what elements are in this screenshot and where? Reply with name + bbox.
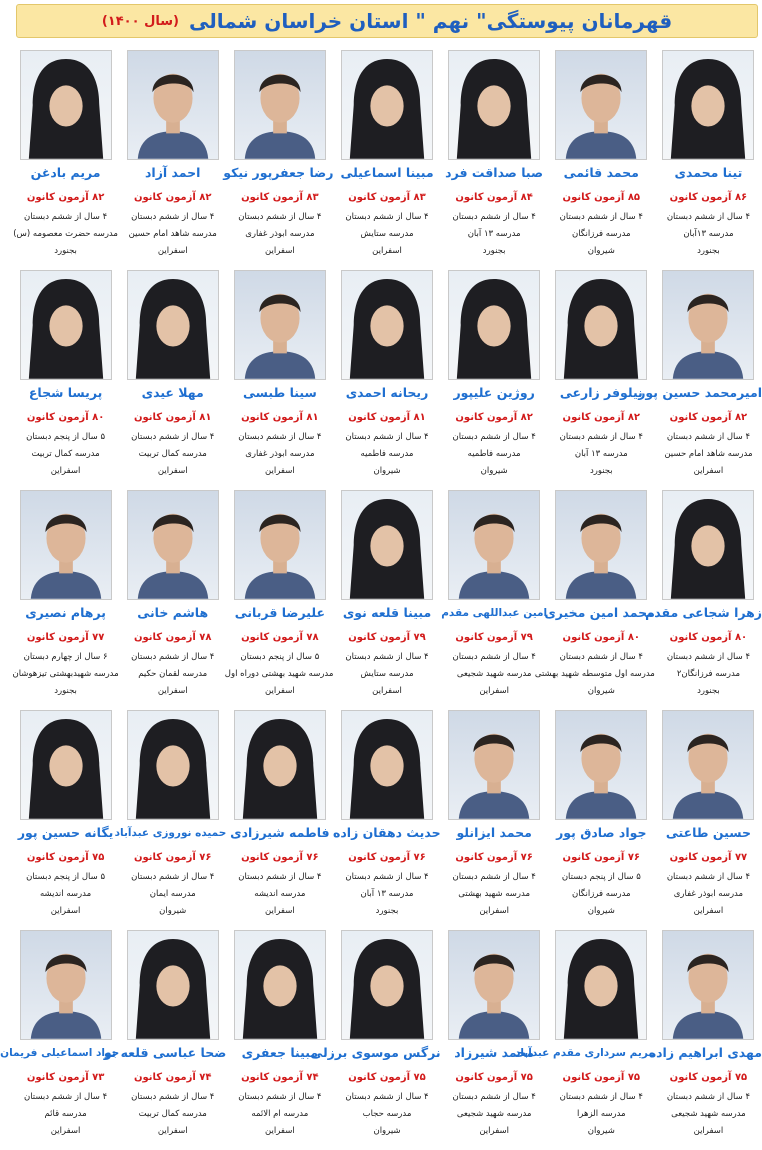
student-school: مدرسه فاطمیه [360, 449, 414, 459]
student-photo [448, 50, 540, 160]
student-city: اسفراین [157, 466, 188, 476]
student-card [12, 486, 119, 706]
student-city: شیروان [587, 686, 615, 696]
student-name: جواد اسماعیلی فریمان [0, 1047, 120, 1059]
student-school: مدرسه کمال تربیت [31, 449, 100, 459]
student-years: ۴ سال از ششم دبستان [666, 652, 751, 662]
portrait-image [449, 711, 539, 819]
student-photo [555, 710, 647, 820]
portrait-image [449, 271, 539, 379]
student-school: مدرسه الزهرا [576, 1109, 626, 1119]
student-name: نرگس موسوی برزلی [310, 1045, 441, 1060]
student-score: ۷۵ آزمون کانون [26, 852, 105, 863]
student-name: سینا طبسی [242, 385, 317, 400]
students-grid [0, 46, 762, 1146]
student-city: اسفراین [479, 1126, 509, 1136]
student-photo [555, 50, 647, 160]
student-years: ۴ سال از ششم دبستان [238, 872, 322, 882]
student-name: مبینا قلعه نوی [342, 605, 432, 620]
student-card [645, 486, 762, 706]
student-city: بجنورد [697, 686, 720, 696]
student-card [333, 706, 440, 926]
portrait-image [128, 51, 218, 159]
student-score: ۸۰ آزمون کانون [669, 632, 748, 643]
student-card [119, 486, 226, 706]
student-city: بجنورد [697, 246, 720, 256]
portrait-image [128, 711, 218, 819]
student-name: تینا محمدی [674, 165, 743, 180]
portrait-image [449, 491, 539, 599]
student-score: ۷۶ آزمون کانون [455, 852, 533, 863]
portrait-image [556, 271, 646, 379]
portrait-image [21, 51, 111, 159]
student-photo [234, 50, 326, 160]
student-school: مدرسه اول متوسطه شهید بهشتی [534, 669, 655, 679]
portrait-image [235, 271, 325, 379]
student-years: ۴ سال از ششم دبستان [559, 432, 643, 442]
student-years: ۴ سال از ششم دبستان [666, 212, 751, 222]
student-name: حدیث دهقان زاده [333, 825, 441, 840]
student-name: محمد قائمی [563, 165, 639, 180]
student-photo [234, 710, 326, 820]
student-school: مدرسه ۱۳آبان [683, 229, 734, 239]
portrait-image [235, 711, 325, 819]
student-city: اسفراین [693, 466, 724, 476]
portrait-image [449, 51, 539, 159]
student-name: یگانه حسین پور [17, 825, 114, 840]
student-score: ۸۲ آزمون کانون [133, 192, 212, 203]
student-name: رضا جعفرپور نیکو [223, 165, 334, 180]
student-years: ۴ سال از ششم دبستان [559, 652, 643, 662]
student-card [226, 926, 333, 1146]
student-city: اسفراین [157, 686, 188, 696]
portrait-image [663, 491, 753, 599]
student-card [310, 926, 441, 1146]
student-city: اسفراین [265, 246, 295, 256]
student-city: اسفراین [265, 466, 295, 476]
student-years: ۵ سال از پنجم دبستان [26, 872, 106, 882]
student-name: هاشم خانی [137, 605, 209, 620]
student-card [441, 486, 548, 706]
student-city: شیروان [587, 246, 615, 256]
student-name: صبا صداقت فرد [445, 165, 544, 180]
student-city: اسفراین [372, 246, 402, 256]
student-school: مدرسه شهید شجیعی [671, 1109, 746, 1119]
student-school: مدرسه ۱۳ آبان [467, 229, 521, 239]
student-school: مدرسه شهید بهشتی دوراه اول [224, 669, 334, 679]
student-score: ۸۱ آزمون کانون [348, 412, 426, 423]
student-photo [341, 710, 433, 820]
student-years: ۴ سال از ششم دبستان [559, 1092, 643, 1102]
student-years: ۴ سال از ششم دبستان [345, 432, 429, 442]
student-school: مدرسه کمال تربیت [138, 449, 207, 459]
student-photo [20, 930, 112, 1040]
student-school: مدرسه لقمان حکیم [138, 669, 208, 679]
student-card [333, 46, 440, 266]
student-card [638, 266, 762, 486]
student-score: ۷۹ آزمون کانون [455, 632, 533, 643]
student-card [648, 926, 762, 1146]
student-city: بجنورد [589, 466, 613, 476]
student-years: ۴ سال از ششم دبستان [238, 212, 322, 222]
student-card [226, 486, 333, 706]
student-years: ۶ سال از چهارم دبستان [23, 652, 108, 662]
portrait-image [556, 711, 646, 819]
portrait-image [663, 271, 753, 379]
student-city: بجنورد [54, 246, 77, 256]
portrait-image [128, 271, 218, 379]
portrait-image [342, 491, 432, 599]
student-score: ۸۴ آزمون کانون [455, 192, 533, 203]
student-card [514, 926, 655, 1146]
student-city: اسفراین [265, 906, 295, 916]
student-years: ۴ سال از ششم دبستان [666, 1092, 751, 1102]
student-years: ۴ سال از ششم دبستان [559, 212, 643, 222]
student-card [226, 266, 333, 486]
student-score: ۸۲ آزمون کانون [455, 412, 533, 423]
student-score: ۷۹ آزمون کانون [348, 632, 426, 643]
student-score: ۸۰ آزمون کانون [26, 412, 105, 423]
student-city: اسفراین [479, 906, 509, 916]
student-school: مدرسه شهید شجیعی [456, 1109, 532, 1119]
student-card [114, 706, 227, 926]
student-photo [127, 930, 219, 1040]
student-score: ۷۵ آزمون کانون [348, 1072, 426, 1083]
student-photo [555, 930, 647, 1040]
student-name: ریحانه احمدی [345, 385, 429, 400]
student-photo [662, 270, 754, 380]
student-photo [448, 490, 540, 600]
student-name: مریم بادغن [30, 165, 101, 180]
student-photo [234, 930, 326, 1040]
student-name: مریم سرداری مقدم عبدآباد [514, 1047, 655, 1059]
student-school: مدرسه حجاب [362, 1109, 412, 1119]
student-city: شیروان [373, 466, 401, 476]
student-years: ۴ سال از ششم دبستان [666, 872, 751, 882]
year-label: (سال ۱۴۰۰) [101, 13, 179, 29]
student-name: مبینا اسماعیلی [340, 165, 434, 180]
student-score: ۷۷ آزمون کانون [26, 632, 105, 643]
portrait-image [663, 711, 753, 819]
student-score: ۷۸ آزمون کانون [241, 632, 319, 643]
student-card [441, 266, 548, 486]
student-years: ۴ سال از ششم دبستان [238, 432, 322, 442]
student-name: زهرا شجاعی مقدم [645, 605, 762, 620]
student-score: ۸۱ آزمون کانون [133, 412, 212, 423]
student-name: محمد امین مخیری [544, 605, 655, 620]
student-years: ۴ سال از ششم دبستان [131, 432, 215, 442]
student-name: محمد شیرزاد [454, 1045, 535, 1060]
portrait-image [556, 51, 646, 159]
student-school: مدرسه ام الائمه [251, 1109, 309, 1119]
student-score: ۷۵ آزمون کانون [455, 1072, 533, 1083]
portrait-image [21, 711, 111, 819]
student-city: شیروان [159, 906, 187, 916]
student-years: ۴ سال از ششم دبستان [131, 872, 215, 882]
student-score: ۸۶ آزمون کانون [669, 192, 748, 203]
portrait-image [556, 491, 646, 599]
student-school: مدرسه ایمان [149, 889, 196, 899]
student-school: مدرسه ابوذر غفاری [673, 889, 744, 899]
student-school: مدرسه کمال تربیت [138, 1109, 207, 1119]
portrait-image [556, 931, 646, 1039]
student-school: مدرسه ۱۳ آبان [360, 889, 414, 899]
student-years: ۴ سال از ششم دبستان [345, 212, 429, 222]
student-city: شیروان [587, 1126, 615, 1136]
portrait-image [128, 491, 218, 599]
student-score: ۸۲ آزمون کانون [26, 192, 105, 203]
student-score: ۷۳ آزمون کانون [26, 1072, 105, 1083]
student-school: مدرسه شاهد امام حسین [664, 449, 753, 459]
portrait-image [235, 51, 325, 159]
student-city: بجنورد [482, 246, 506, 256]
student-school: مدرسه قائم [44, 1109, 87, 1119]
student-score: ۷۵ آزمون کانون [562, 1072, 641, 1083]
student-years: ۵ سال از پنجم دبستان [561, 872, 641, 882]
student-score: ۷۶ آزمون کانون [348, 852, 426, 863]
portrait-image [21, 491, 111, 599]
student-score: ۷۴ آزمون کانون [133, 1072, 212, 1083]
student-card [103, 926, 227, 1146]
student-score: ۷۶ آزمون کانون [241, 852, 319, 863]
student-years: ۴ سال از ششم دبستان [452, 872, 536, 882]
student-card [548, 706, 655, 926]
student-school: مدرسه اندیشه [254, 889, 306, 899]
student-name: احمد آزاد [145, 165, 201, 180]
student-years: ۴ سال از ششم دبستان [345, 1092, 429, 1102]
student-card [226, 706, 333, 926]
student-name: حسین طاعتی [665, 825, 752, 840]
portrait-image [21, 931, 111, 1039]
student-card [333, 266, 440, 486]
student-school: مدرسه فرزانگان [571, 889, 631, 899]
student-years: ۵ سال از پنجم دبستان [26, 432, 106, 442]
student-school: مدرسه ابوذر غفاری [245, 449, 315, 459]
student-photo [448, 930, 540, 1040]
student-photo [341, 490, 433, 600]
student-years: ۴ سال از ششم دبستان [452, 432, 536, 442]
student-school: مدرسه شهید شجیعی [456, 669, 532, 679]
student-photo [341, 270, 433, 380]
student-name: حمیده نوروزی عبدآباد [114, 827, 227, 839]
student-card [119, 266, 226, 486]
student-score: ۸۲ آزمون کانون [562, 412, 641, 423]
student-school: مدرسه ستایش [360, 229, 414, 239]
student-card [655, 46, 762, 266]
student-name: مبینا جعفری [241, 1045, 319, 1060]
portrait-image [235, 931, 325, 1039]
student-card [548, 266, 655, 486]
student-card [12, 46, 119, 266]
student-card [119, 46, 226, 266]
student-photo [555, 490, 647, 600]
student-photo [127, 490, 219, 600]
student-photo [555, 270, 647, 380]
student-city: اسفراین [265, 686, 295, 696]
student-years: ۴ سال از ششم دبستان [131, 212, 215, 222]
student-name: جواد صادق پور [556, 825, 647, 840]
student-score: ۷۷ آزمون کانون [669, 852, 748, 863]
student-city: بجنورد [54, 686, 77, 696]
student-school: مدرسه شهید بهشتی [458, 889, 531, 899]
student-score: ۷۸ آزمون کانون [133, 632, 212, 643]
student-score: ۸۳ آزمون کانون [241, 192, 319, 203]
portrait-image [663, 51, 753, 159]
student-city: شیروان [587, 906, 615, 916]
student-photo [20, 710, 112, 820]
student-years: ۴ سال از ششم دبستان [345, 872, 429, 882]
student-school: مدرسه اندیشه [39, 889, 92, 899]
student-years: ۴ سال از ششم دبستان [452, 1092, 536, 1102]
student-name: ضحا عباسی قلعه نو [103, 1045, 227, 1060]
student-name: مهدی ابراهیم زاده [648, 1045, 762, 1060]
student-score: ۸۵ آزمون کانون [562, 192, 641, 203]
student-school: مدرسه ۱۳ آبان [574, 449, 628, 459]
student-name: علیرضا قربانی [234, 605, 326, 620]
student-city: اسفراین [157, 246, 188, 256]
student-card [12, 266, 119, 486]
portrait-image [449, 931, 539, 1039]
student-photo [341, 50, 433, 160]
student-photo [662, 930, 754, 1040]
student-city: اسفراین [479, 686, 509, 696]
student-photo [20, 270, 112, 380]
student-name: امیرمحمد حسین پور [638, 385, 762, 400]
student-school: مدرسه فرزانگان۲ [676, 669, 741, 679]
student-city: اسفراین [693, 1126, 724, 1136]
student-city: اسفراین [50, 906, 81, 916]
portrait-image [342, 931, 432, 1039]
student-score: ۷۶ آزمون کانون [133, 852, 212, 863]
student-years: ۴ سال از ششم دبستان [238, 1092, 322, 1102]
portrait-image [342, 711, 432, 819]
student-photo [20, 50, 112, 160]
student-photo [448, 270, 540, 380]
student-name: فاطمه شیرزادی [230, 825, 330, 840]
portrait-image [128, 931, 218, 1039]
student-card [441, 706, 548, 926]
student-school: مدرسه فرزانگان [571, 229, 631, 239]
student-photo [127, 710, 219, 820]
student-years: ۴ سال از ششم دبستان [452, 652, 536, 662]
student-years: ۵ سال از پنجم دبستان [240, 652, 320, 662]
student-school: مدرسه ستایش [360, 669, 414, 679]
student-photo [662, 710, 754, 820]
student-school: مدرسه فاطمیه [467, 449, 521, 459]
portrait-image [21, 271, 111, 379]
student-photo [662, 50, 754, 160]
student-name: مهلا عیدی [141, 385, 204, 400]
student-card [534, 486, 655, 706]
portrait-image [663, 931, 753, 1039]
student-card [333, 486, 440, 706]
student-years: ۴ سال از ششم دبستان [23, 1092, 108, 1102]
student-years: ۴ سال از ششم دبستان [666, 432, 751, 442]
student-photo [234, 490, 326, 600]
portrait-image [342, 51, 432, 159]
student-years: ۴ سال از ششم دبستان [131, 1092, 215, 1102]
student-school: مدرسه شاهد امام حسین [128, 229, 217, 239]
student-name: پرهام نصیری [25, 605, 106, 620]
student-card [441, 926, 548, 1146]
student-city: شیروان [480, 466, 508, 476]
student-city: اسفراین [693, 906, 724, 916]
student-photo [127, 270, 219, 380]
student-score: ۸۳ آزمون کانون [348, 192, 426, 203]
student-city: اسفراین [265, 1126, 295, 1136]
page-header [16, 4, 758, 38]
student-name: پریسا شجاع [28, 385, 103, 400]
student-years: ۴ سال از ششم دبستان [131, 652, 215, 662]
student-name: نیلوفر زارعی [559, 385, 643, 400]
student-score: ۷۵ آزمون کانون [669, 1072, 748, 1083]
student-school: مدرسه حضرت معصومه (س) [13, 229, 118, 239]
student-photo [341, 930, 433, 1040]
student-score: ۸۲ آزمون کانون [669, 412, 748, 423]
student-photo [127, 50, 219, 160]
student-years: ۴ سال از ششم دبستان [345, 652, 429, 662]
student-school: مدرسه ابوذر غفاری [245, 229, 315, 239]
student-city: اسفراین [50, 466, 81, 476]
student-name: امین عبداللهی مقدم [441, 607, 548, 619]
student-name: روژین علیپور [453, 385, 535, 400]
student-score: ۸۰ آزمون کانون [562, 632, 641, 643]
student-years: ۴ سال از ششم دبستان [23, 212, 108, 222]
student-years: ۴ سال از ششم دبستان [452, 212, 536, 222]
student-city: شیروان [373, 1126, 401, 1136]
student-score: ۷۶ آزمون کانون [562, 852, 641, 863]
student-card [548, 46, 655, 266]
student-photo [448, 710, 540, 820]
student-score: ۷۴ آزمون کانون [241, 1072, 319, 1083]
student-city: اسفراین [157, 1126, 188, 1136]
portrait-image [235, 491, 325, 599]
student-school: مدرسه شهیدبهشتی تیزهوشان [12, 669, 119, 679]
student-card [12, 706, 119, 926]
portrait-image [342, 271, 432, 379]
page-title: قهرمانان پیوستگی" نهم " استان خراسان شمالی [188, 9, 673, 33]
student-photo [662, 490, 754, 600]
student-card [655, 706, 762, 926]
student-city: اسفراین [372, 686, 402, 696]
student-photo [20, 490, 112, 600]
student-city: اسفراین [50, 1126, 81, 1136]
student-name: محمد ایزانلو [456, 825, 532, 840]
student-score: ۸۱ آزمون کانون [241, 412, 319, 423]
student-card [223, 46, 334, 266]
student-photo [234, 270, 326, 380]
student-card [0, 926, 120, 1146]
student-city: بجنورد [375, 906, 399, 916]
student-card [441, 46, 548, 266]
